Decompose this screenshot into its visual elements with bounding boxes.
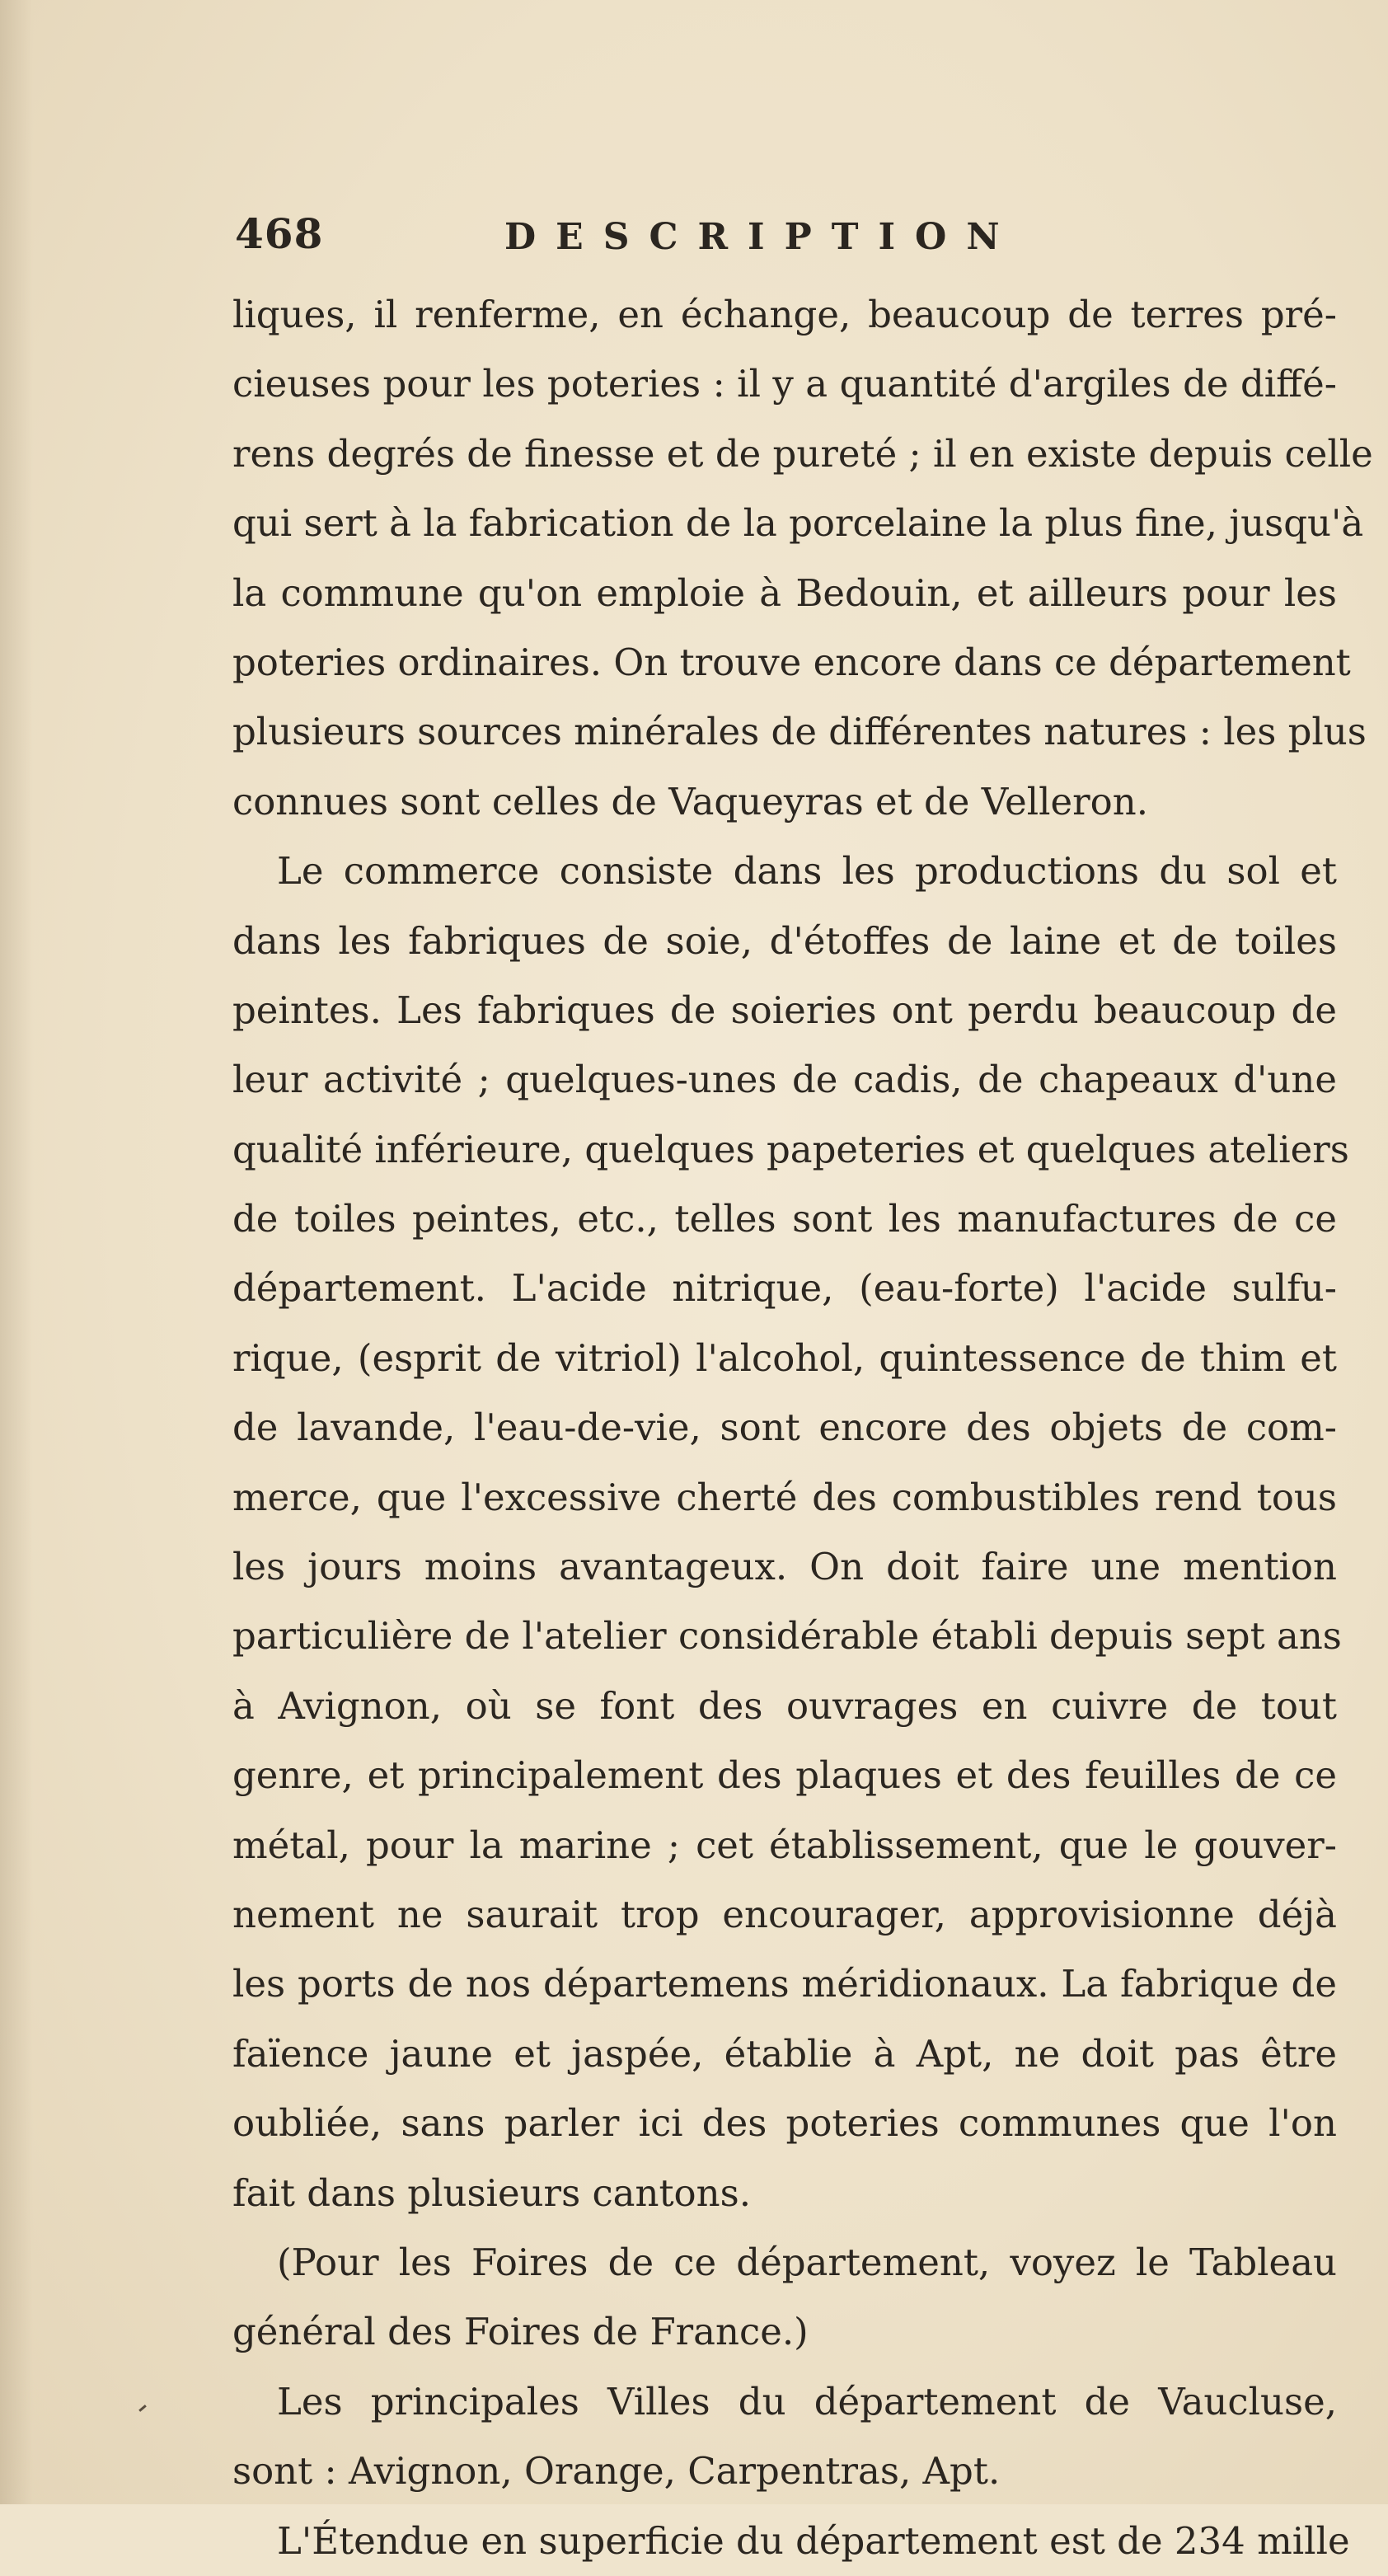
text-line: particulière de l'atelier considérable établi depuis sept ans xyxy=(232,1614,1342,1659)
text-line: département. L'acide nitrique, (eau-forte) l'acide sulfu- xyxy=(232,1266,1337,1311)
text-line: faïence jaune et jaspée, établie à Apt, ne doit pas être xyxy=(232,2031,1337,2076)
running-title: DESCRIPTION xyxy=(504,216,1020,258)
text-line: à Avignon, où se font des ouvrages en cuivre de tout xyxy=(232,1683,1337,1728)
text-line: les ports de nos départemens méridionaux. La fabrique de xyxy=(232,1962,1337,2006)
text-line: la commune qu'on emploie à Bedouin, et ailleurs pour les xyxy=(232,570,1337,615)
text-line: genre, et principalement des plaques et des feuilles de ce xyxy=(232,1753,1337,1798)
text-line: peintes. Les fabriques de soieries ont perdu beaucoup de xyxy=(232,988,1337,1032)
text-line: liques, il renferme, en échange, beaucoup de terres pré- xyxy=(232,293,1337,336)
text-line: L'Étendue en superficie du département est de 234 mille xyxy=(277,2518,1350,2563)
text-line: cieuses pour les poteries : il y a quantité d'argiles de diffé- xyxy=(232,362,1337,406)
text-line: poteries ordinaires. On trouve encore dans ce département xyxy=(232,640,1351,684)
text-line: (Pour les Foires de ce département, voyez le Tableau xyxy=(277,2240,1337,2284)
text-line: leur activité ; quelques-unes de cadis, de chapeaux d'une xyxy=(232,1058,1337,1102)
text-line: merce, que l'excessive cherté des combustibles rend tous xyxy=(232,1475,1337,1519)
text-line: de toiles peintes, etc., telles sont les manufactures de ce xyxy=(232,1197,1337,1241)
text-line: Les principales Villes du département de Vaucluse, xyxy=(277,2379,1337,2424)
text-line: de lavande, l'eau-de-vie, sont encore des objets de com- xyxy=(232,1405,1337,1450)
text-line: général des Foires de France.) xyxy=(232,2310,809,2354)
text-line: métal, pour la marine ; cet établissement, que le gouver- xyxy=(232,1823,1337,1867)
text-line: rique, (esprit de vitriol) l'alcohol, quintessence de thim et xyxy=(232,1335,1337,1380)
text-line: Le commerce consiste dans les productions du sol et xyxy=(277,849,1337,894)
text-line: qualité inférieure, quelques papeteries et quelques ateliers xyxy=(232,1127,1349,1171)
text-line: dans les fabriques de soie, d'étoffes de laine et de toiles xyxy=(232,918,1337,963)
text-line: nement ne saurait trop encourager, approvisionne déjà xyxy=(232,1892,1337,1936)
text-line: les jours moins avantageux. On doit faire une mention xyxy=(232,1545,1337,1589)
running-head xyxy=(232,206,1337,280)
text-line: rens degrés de finesse et de pureté ; il en existe depuis celle xyxy=(232,431,1373,476)
spine-shadow xyxy=(0,0,33,2504)
text-line: plusieurs sources minérales de différentes natures : les plus xyxy=(232,710,1367,754)
ink-mark xyxy=(138,2405,147,2412)
text-line: sont : Avignon, Orange, Carpentras, Apt. xyxy=(232,2449,1001,2494)
text-line: fait dans plusieurs cantons. xyxy=(232,2170,752,2215)
page-number: 468 xyxy=(235,209,324,258)
text-block xyxy=(232,206,1373,2576)
text-line: connues sont celles de Vaqueyras et de Velleron. xyxy=(232,779,1149,823)
text-line: oubliée, sans parler ici des poteries communes que l'on xyxy=(232,2101,1337,2146)
text-line: qui sert à la fabrication de la porcelaine la plus fine, jusqu'à xyxy=(232,501,1364,546)
